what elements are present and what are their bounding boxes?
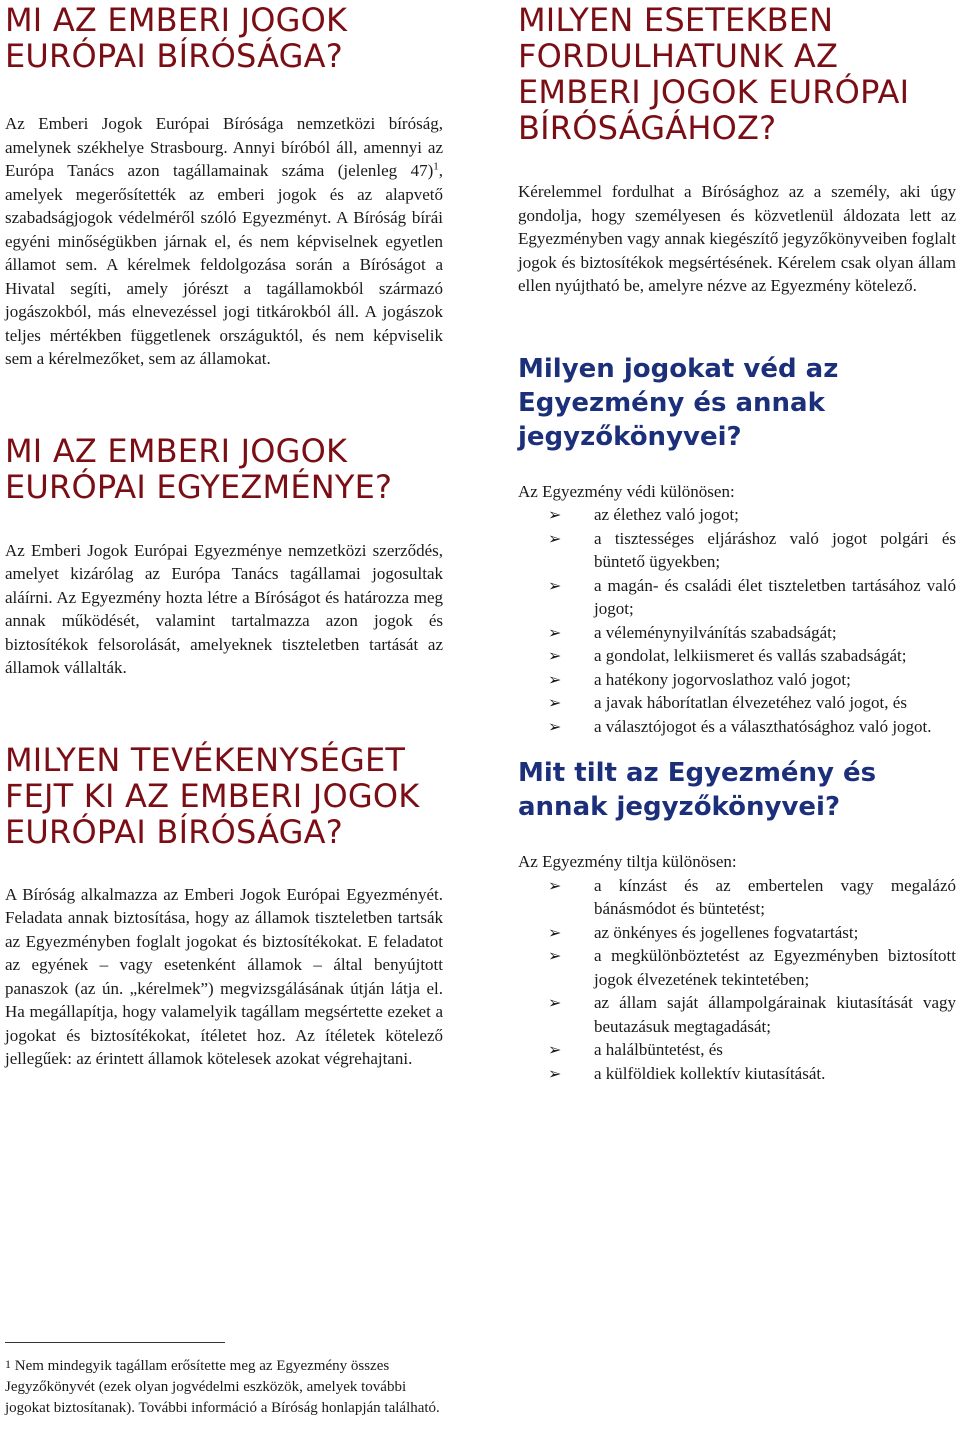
list-item: ➢ a gondolat, lelkiismeret és vallás szabadságát;	[518, 644, 956, 668]
list-item: ➢ a választójogot és a választhatósághoz való jogot.	[518, 715, 956, 739]
prohibitions-list	[518, 874, 956, 1086]
footnote	[5, 1356, 445, 1419]
footnote-divider	[5, 1342, 225, 1343]
section-title-court: MI AZ EMBERI JOGOK EURÓPAI BÍRÓSÁGA?	[5, 1, 348, 75]
court-paragraph: Az Emberi Jogok Európai Bírósága nemzetközi bíróság, amelynek székhelye Strasbourg. Annyi bíróból áll, amennyi az Európa Tanács azon tagállamainak száma (jelenleg 47)$^1$, amelyek megerősítették az emberi jogok és az alapvető szabadságjogok védelméről szóló Egyezményt. A Bíróság bírái egyéni minőségükben járnak el, és nem képviselnek egyetlen államot sem. A kérelmek feldolgozása során a Bíróságot a Hivatal segíti, amely jórészt a tagállamokból származó jogászokból, más elnevezéssel jogi titkárokból áll. A jogászok teljes mértékben függetlenek országuktól, és nem képviselik sem a kérelmezőket, sem az államokat.	[5, 114, 443, 368]
section-title-activity: MILYEN TEVÉKENYSÉGET FEJT KI AZ EMBERI JOGOK EURÓPAI BÍRÓSÁGA?	[5, 740, 420, 851]
arrow-bullet-icon: ➢	[548, 622, 562, 642]
list-item: ➢ a véleménynyilvánítás szabadságát;	[518, 621, 956, 645]
arrow-bullet-icon: ➢	[548, 922, 562, 942]
arrow-bullet-icon: ➢	[548, 946, 562, 965]
list-item: ➢ az állam saját állampolgárainak kiutasítását vagy beutazásuk megtagadását;	[548, 993, 956, 1036]
section-title-prohibitions: Mit tilt az Egyezmény és annak jegyzőkönyvei?	[518, 758, 877, 822]
when-apply-paragraph: Kérelemmel fordulhat a Bírósághoz az a személy, aki úgy gondolja, hogy személyesen és közvetlenül áldozata lett az Egyezményben vagy annak kiegészítő jegyzőkönyveiben foglalt jogok és biztosítékok megsértésének. Kérelem csak olyan állam ellen nyújtható be, amelyre nézve az Egyezmény kötelező.	[518, 182, 956, 295]
arrow-bullet-icon: ➢	[548, 528, 562, 548]
arrow-bullet-icon: ➢	[548, 575, 562, 595]
arrow-bullet-icon: ➢	[548, 875, 562, 895]
arrow-bullet-icon: ➢	[548, 505, 562, 524]
list-item: ➢ a halálbüntetést, és	[518, 1038, 956, 1062]
list-item: ➢ az önkényes és jogellenes fogvatartást;	[518, 921, 956, 945]
section-title-when-apply: MILYEN ESETEKBEN FORDULHATUNK AZ EMBERI JOGOK EURÓPAI BÍRÓSÁGÁHOZ?	[518, 1, 910, 147]
convention-paragraph: Az Emberi Jogok Európai Egyezménye nemzetközi szerződés, amelyet kizárólag az Európa Tanács tagállamai jogosultak aláírni. Az Egyezmény hozta létre a Bíróságot és határozza meg annak működését, valamint tartalmazza azon jogok és biztosítékok felsorolását, amelyeknek tiszteletben tartását az államok vállalták.	[5, 540, 443, 677]
footnote-number: 1	[5, 1357, 11, 1371]
list-item: ➢ a kínzást és az embertelen vagy megalázó bánásmódot és büntetést;	[548, 875, 956, 918]
footnote-ref[interactable]: 1	[433, 160, 439, 173]
arrow-bullet-icon: ➢	[548, 1063, 562, 1083]
list-item: ➢ a hatékony jogorvoslathoz való jogot;	[518, 668, 956, 692]
footnote-text: Nem mindegyik tagállam erősítette meg az Egyezmény összes Jegyzőkönyvét (ezek olyan jogvédelmi eszközök, amelyek további jogokat biztosítanak). További információ a Bíróság honlapján található.	[5, 1358, 440, 1416]
rights-intro: Az Egyezmény védi különösen:	[518, 481, 735, 501]
arrow-bullet-icon: ➢	[548, 1040, 562, 1059]
list-item: ➢ a tisztességes eljáráshoz való jogot polgári és büntető ügyekben;	[548, 528, 956, 571]
arrow-bullet-icon: ➢	[548, 646, 562, 665]
prohibitions-intro: Az Egyezmény tiltja különösen:	[518, 852, 737, 871]
list-item: ➢ a megkülönböztetést az Egyezményben biztosított jogok élvezetének tekintetében;	[548, 946, 956, 989]
list-item: ➢ az élethez való jogot;	[518, 503, 956, 527]
list-item: ➢ a külföldiek kollektív kiutasítását.	[518, 1062, 956, 1086]
arrow-bullet-icon: ➢	[548, 693, 562, 712]
list-item: ➢ a magán- és családi élet tiszteletben tartásához való jogot;	[548, 575, 956, 618]
arrow-bullet-icon: ➢	[548, 669, 562, 689]
arrow-bullet-icon: ➢	[548, 716, 562, 736]
section-title-rights: Milyen jogokat véd az Egyezmény és annak jegyzőkönyvei?	[518, 353, 839, 452]
activity-paragraph: A Bíróság alkalmazza az Emberi Jogok Európai Egyezményét. Feladata annak biztosítása, hogy az államok tiszteletben tartsák az Egyezményben foglalt jogokat és biztosítékokat. E feladatot az egyének – vagy esetenként államok – által benyújtott panaszok (az ún. „kérelmek”) megvizsgálásának útján látja el. Ha megállapítja, hogy valamelyik tagállam megsértette ezeket a jogokat és biztosítékokat, ítéletet hoz. Az ítéletek kötelező jellegűek: az érintett államok kötelesek azokat végrehajtani.	[5, 884, 443, 1068]
arrow-bullet-icon: ➢	[548, 993, 562, 1012]
list-item: ➢ a javak háborítatlan élvezetéhez való jogot, és	[518, 691, 956, 715]
rights-list	[518, 503, 956, 738]
right-column	[518, 0, 956, 1085]
section-title-convention: MI AZ EMBERI JOGOK EURÓPAI EGYEZMÉNYE?	[5, 431, 393, 506]
left-column	[5, 0, 443, 1071]
